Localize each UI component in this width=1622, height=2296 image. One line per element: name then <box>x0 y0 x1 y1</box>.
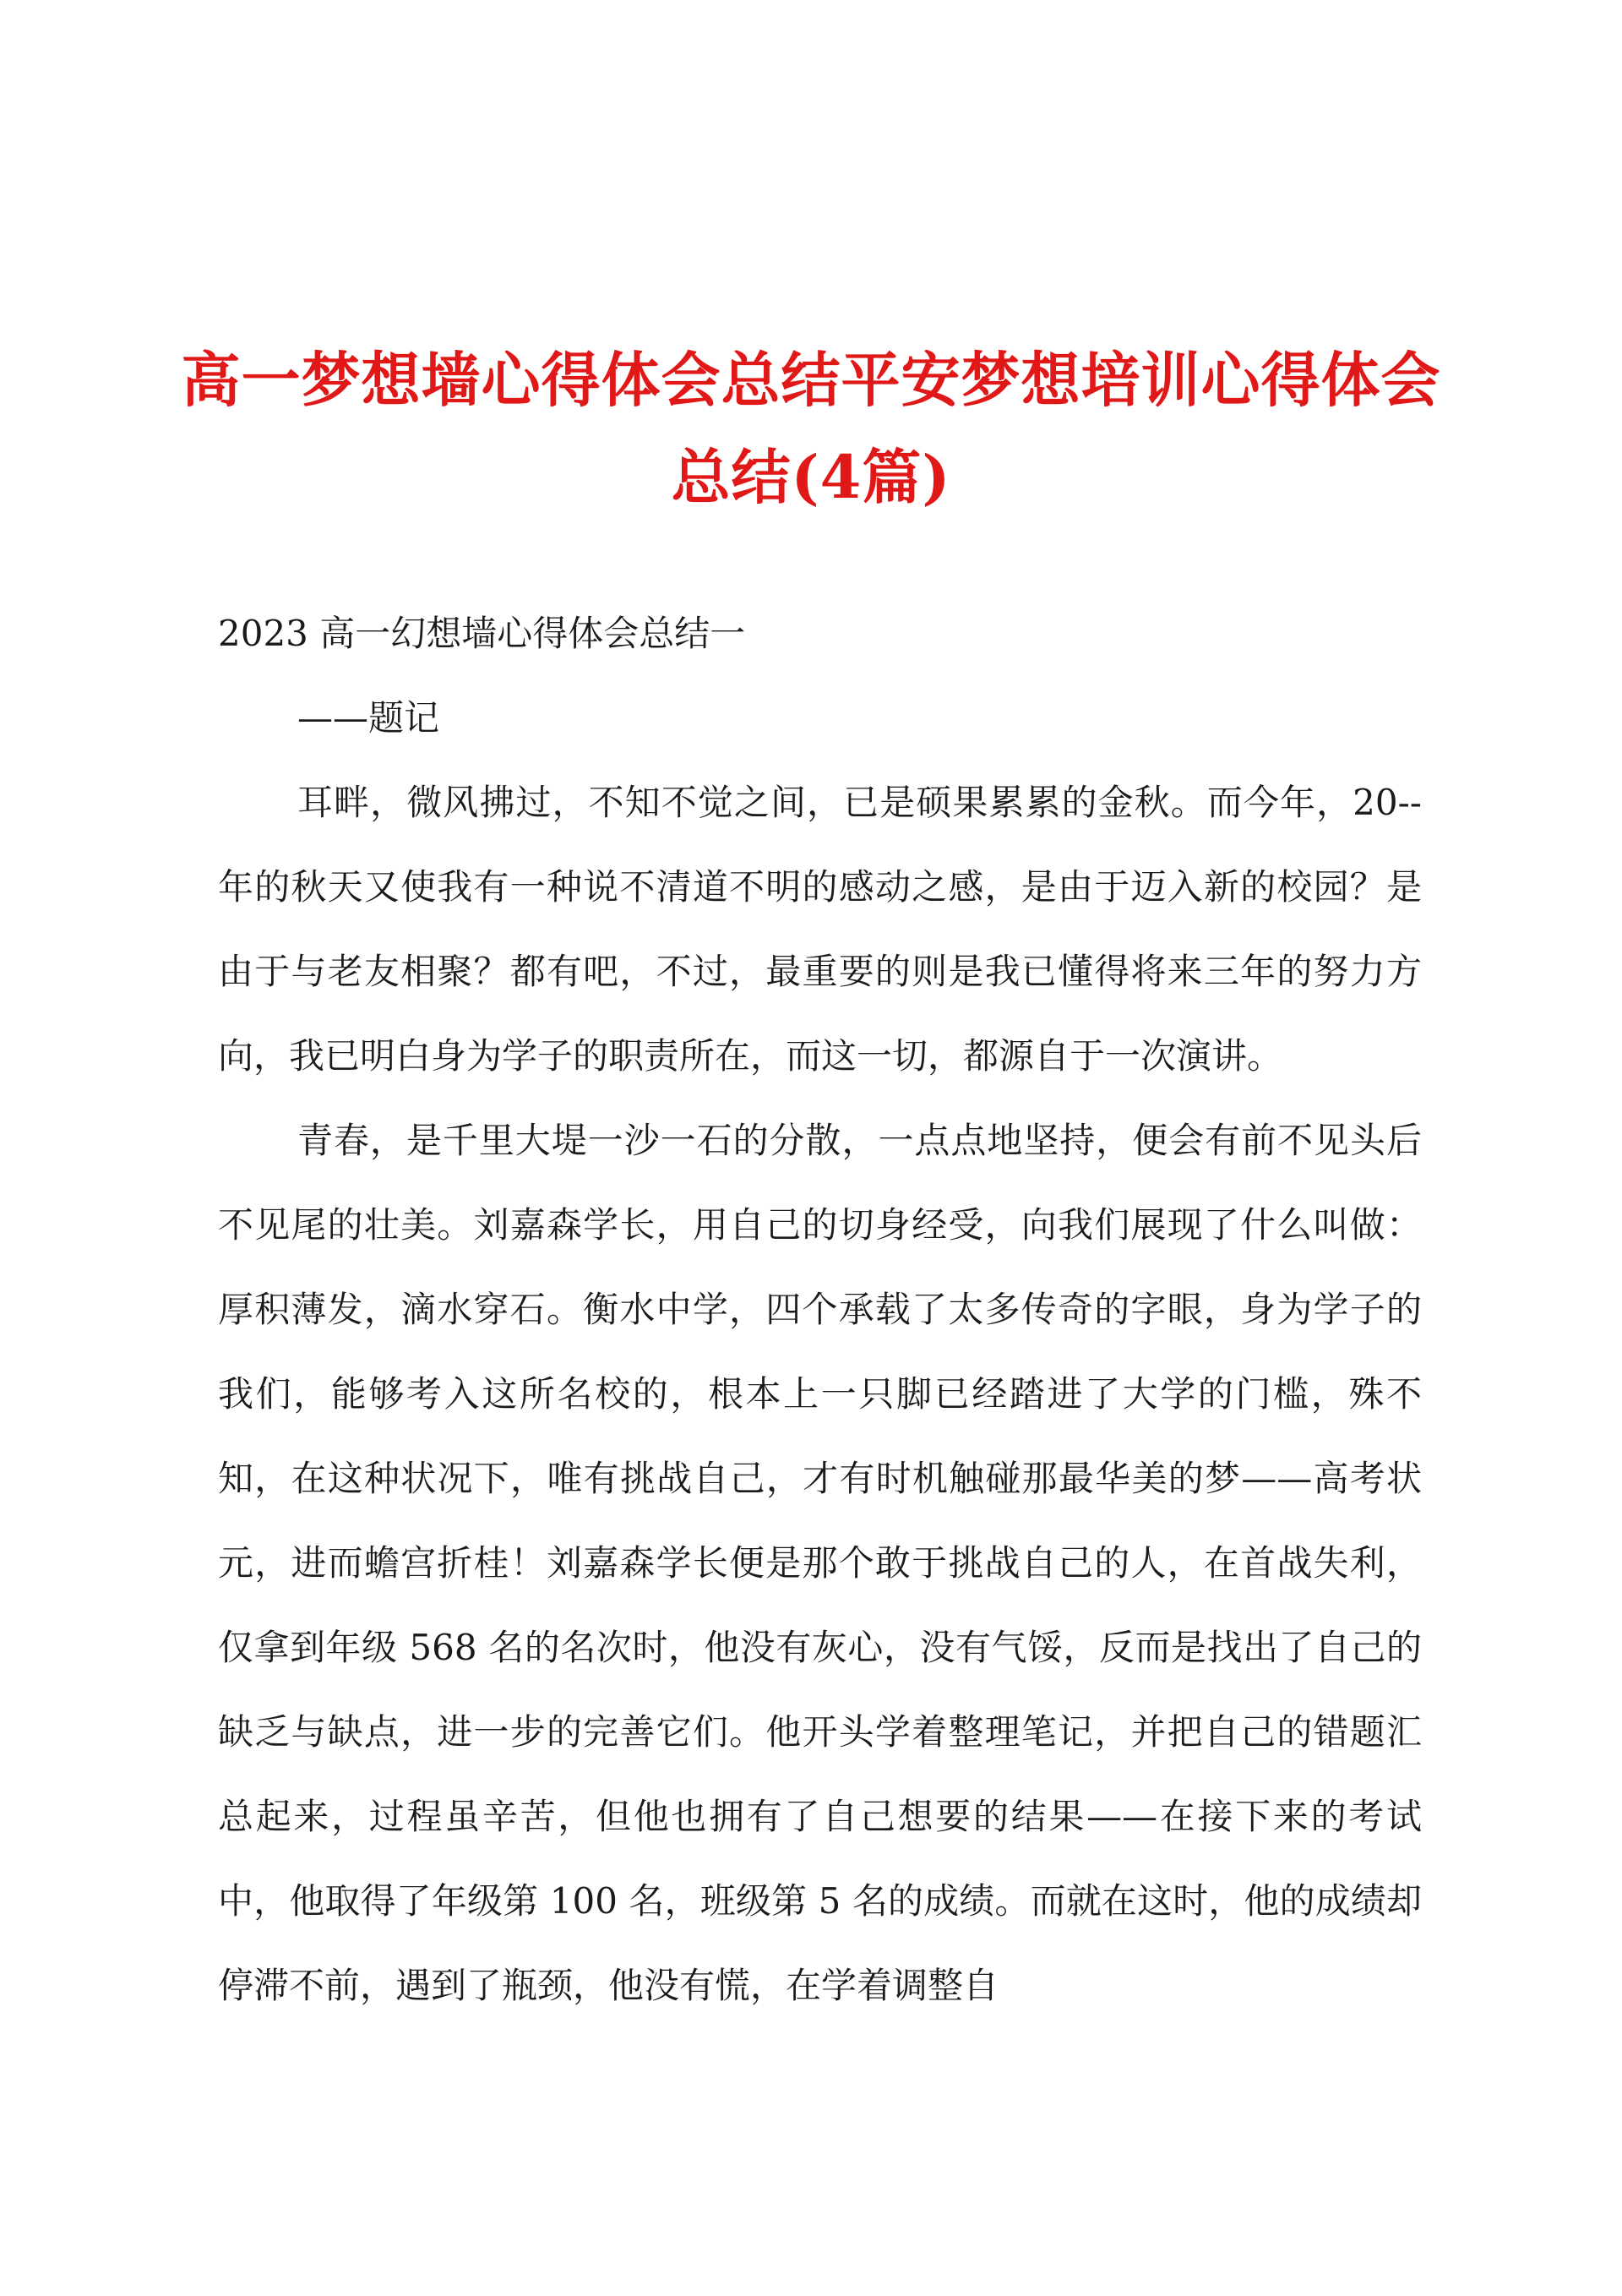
paragraph: 青春，是千里大堤一沙一石的分散，一点点地坚持，便会有前不见头后不见尾的壮美。刘嘉森学长，用自己的切身经受，向我们展现了什么叫做：厚积薄发，滴水穿石。衡水中学，四个承载了太多传奇的字眼，身为学子的我们，能够考入这所名校的，根本上一只脚已经踏进了大学的门槛，殊不知，在这种状况下，唯有挑战自己，才有时机触碰那最华美的梦——高考状元，进而蟾宫折桂！刘嘉森学长便是那个敢于挑战自己的人，在首战失利，仅拿到年级 568 名的名次时，他没有灰心，没有气馁，反而是找出了自己的缺乏与缺点，进一步的完善它们。他开头学着整理笔记，并把自己的错题汇总起来，过程虽辛苦，但他也拥有了自己想要的结果——在接下来的考试中，他取得了年级第 100 名，班级第 5 名的成绩。而就在这时，他的成绩却停滞不前，遇到了瓶颈，他没有慌，在学着调整自 <box>218 1120 1422 2006</box>
document-title: 高一梦想墙心得体会总结平安梦想培训心得体会总结(4篇) <box>181 345 1441 512</box>
section-heading: 2023 高一幻想墙心得体会总结一 <box>218 613 746 654</box>
epigraph: ——题记 <box>297 697 440 739</box>
document-body <box>218 592 1422 2028</box>
paragraph: 耳畔，微风拂过，不知不觉之间，已是硕果累累的金秋。而今年，20--年的秋天又使我有一种说不清道不明的感动之感，是由于迈入新的校园？是由于与老友相聚？都有吧，不过，最重要的则是我已懂得将来三年的努力方向，我已明白身为学子的职责所在，而这一切，都源自于一次演讲。 <box>218 782 1422 1077</box>
